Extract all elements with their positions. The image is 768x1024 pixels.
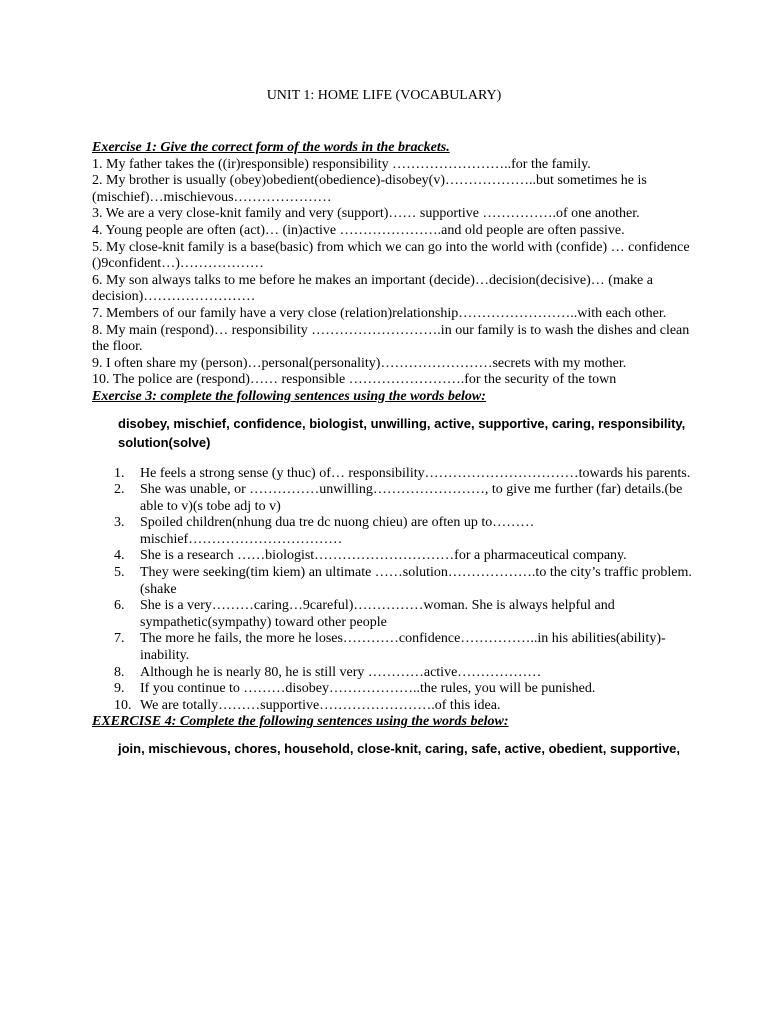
item-text: She is a very………caring…9careful)……………woman. She is always helpful and sympathetic(sympathy) toward other people: [140, 598, 615, 630]
item-text: If you continue to ………disobey………………..the rules, you will be punished.: [140, 681, 596, 697]
list-item: 2. My brother is usually (obey)obedient(obedience)-disobey(v)………………..but sometimes he is (mischief)…mischievous…………………: [92, 173, 647, 205]
exercise-4-word-bank: join, mischievous, chores, household, close-knit, caring, safe, active, obedient, supportive,: [118, 741, 681, 756]
item-number: 3.: [114, 515, 125, 531]
item-number: 10.: [114, 697, 132, 713]
list-item: 1. My father takes the ((ir)responsible) responsibility ……………………..for the family.: [92, 156, 591, 172]
page-title: UNIT 1: HOME LIFE (VOCABULARY): [266, 88, 502, 103]
item-number: 7.: [114, 631, 125, 647]
list-item: [92, 698, 692, 715]
item-text: The more he fails, the more he loses…………confidence……………..in his abilities(ability)-inability.: [140, 631, 666, 664]
list-item: 6. My son always talks to me before he makes an important (decide)…decision(decisive)… (make a decision)……………………: [92, 272, 653, 305]
item-text: They were seeking(tim kiem) an ultimate ……solution……………….to the city’s traffic problem.(shake: [140, 565, 692, 597]
exercise-1-list: [92, 157, 692, 389]
list-item: 7. Members of our family have a very close (relation)relationship……………………..with each other.: [92, 305, 667, 321]
list-item: 8. My main (respond)… responsibility ……………………….in our family is to wash the dishes and clean the floor.: [92, 322, 690, 355]
list-item: [92, 631, 692, 664]
item-text: She was unable, or ……………unwilling……………………, to give me further (far) details.(be able to v)(s tobe adj to v): [140, 482, 683, 514]
item-number: 4.: [114, 548, 125, 564]
list-item: [92, 598, 692, 631]
item-number: 8.: [114, 664, 125, 680]
item-text: Spoiled children(nhung dua tre dc nuong chieu) are often up to……… mischief……………………………: [140, 515, 535, 547]
list-item: 5. My close-knit family is a base(basic) from which we can go into the world with (confide) … confidence ()9confident…)………………: [92, 239, 690, 272]
item-number: 6.: [114, 598, 125, 614]
item-number: 9.: [114, 681, 125, 697]
list-item: [92, 565, 692, 598]
list-item: 9. I often share my (person)…personal(personality)……………………secrets with my mother.: [92, 355, 627, 371]
list-item: [92, 482, 692, 515]
item-text: We are totally………supportive…………………….of this idea.: [140, 697, 501, 713]
exercise-4-heading: EXERCISE 4: Complete the following sentences using the words below:: [92, 714, 509, 730]
list-item: [92, 466, 692, 483]
list-item: 10. The police are (respond)…… responsible …………………….for the security of the town: [92, 372, 617, 388]
item-text: He feels a strong sense (y thuc) of… responsibility……………………………towards his parents.: [140, 465, 691, 481]
list-item: [92, 681, 692, 698]
item-number: 2.: [114, 482, 125, 498]
item-text: Although he is nearly 80, he is still very …………active………………: [140, 664, 542, 680]
document-body: [92, 140, 692, 772]
item-text: She is a research ……biologist…………………………for a pharmaceutical company.: [140, 548, 627, 564]
list-item: [92, 515, 692, 548]
list-item: 4. Young people are often (act)… (in)active ………………….and old people are often passive.: [92, 222, 625, 238]
list-item: [92, 548, 692, 565]
list-item: 3. We are a very close-knit family and very (support)…… supportive …………….of one another.: [92, 206, 640, 222]
item-number: 5.: [114, 565, 125, 581]
exercise-1-heading: Exercise 1: Give the correct form of the words in the brackets.: [92, 140, 450, 155]
exercise-3-word-bank: disobey, mischief, confidence, biologist, unwilling, active, supportive, caring, responsibility, solution(solve): [118, 415, 686, 450]
list-item: [92, 665, 692, 682]
item-number: 1.: [114, 465, 125, 481]
exercise-3-heading: Exercise 3: complete the following sentences using the words below:: [92, 388, 486, 404]
exercise-3-list: [92, 466, 692, 715]
